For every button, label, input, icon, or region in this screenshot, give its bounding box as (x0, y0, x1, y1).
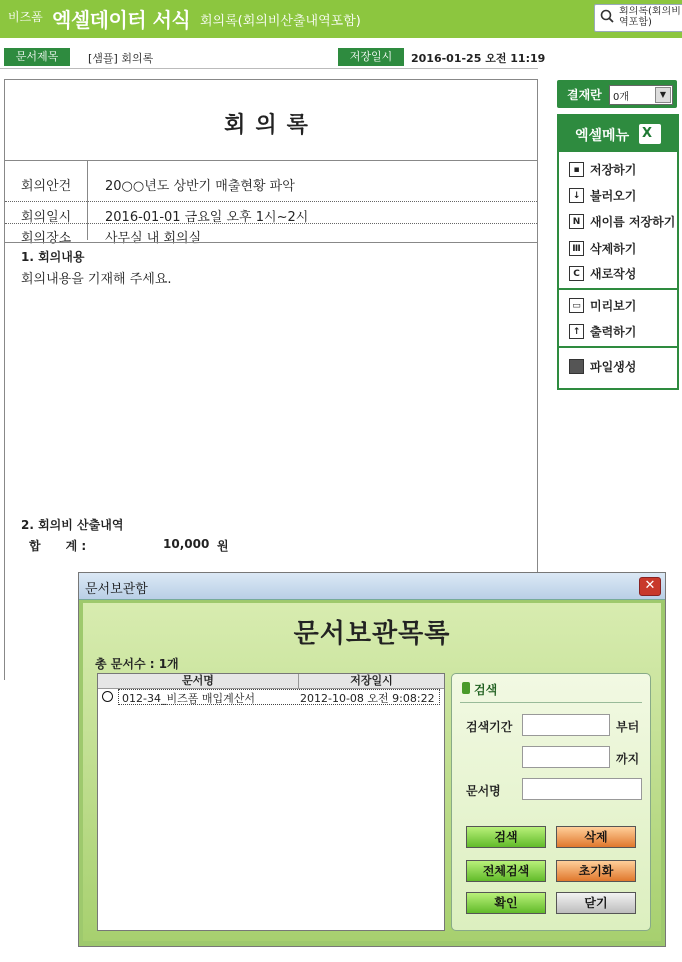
delete-button[interactable]: 삭제 (556, 826, 636, 848)
date-to-input[interactable] (522, 746, 610, 768)
dialog-heading: 문서보관목록 (293, 619, 451, 649)
divider (5, 201, 537, 202)
list-item[interactable] (98, 688, 444, 706)
total-unit: 원 (217, 539, 229, 553)
header-document-title: 회의록(회의비산출내역포함) (200, 14, 361, 29)
saved-date-value: 2016-01-25 오전 11:19 (411, 52, 546, 65)
section-expense-title: 2. 회의비 산출내역 (21, 518, 124, 532)
menu-create-file-label[interactable]: 파일생성 (590, 359, 637, 374)
print-icon: ↑ (569, 324, 584, 339)
menu-delete[interactable] (569, 237, 636, 259)
divider (5, 242, 537, 243)
search-panel-icon (462, 682, 470, 694)
dialog-titlebar[interactable] (79, 573, 665, 600)
menu-divider (559, 346, 677, 348)
save-icon: ▪ (569, 162, 584, 177)
monitor-icon: ▭ (569, 298, 584, 313)
approval-box (557, 80, 677, 108)
column-divider (87, 160, 88, 240)
excel-menu-header (559, 116, 677, 152)
row-value-place[interactable]: 사무실 내 회의실 (105, 231, 202, 246)
approval-count-value: 0개 (613, 92, 630, 103)
menu-divider (559, 288, 677, 290)
dialog-title: 문서보관함 (85, 582, 148, 597)
doc-title-tag: 문서제목 (4, 48, 70, 66)
divider (5, 160, 537, 161)
close-button[interactable]: 닫기 (556, 892, 636, 914)
menu-load-label[interactable]: 불러오기 (590, 188, 637, 203)
menu-delete-label[interactable]: 삭제하기 (590, 241, 637, 256)
trash-icon: Ⅲ (569, 241, 584, 256)
menu-load[interactable] (569, 184, 636, 206)
header-search-text[interactable]: 회의록(회의비 역포함) (619, 6, 681, 28)
column-header-name[interactable]: 문서명 (182, 674, 214, 687)
top-header (0, 0, 682, 38)
chevron-down-icon[interactable]: ▼ (655, 87, 671, 103)
total-value[interactable]: 10,000 (163, 537, 210, 551)
menu-create-file[interactable] (569, 355, 636, 377)
date-to-suffix: 까지 (616, 752, 640, 766)
menu-print[interactable] (569, 320, 636, 342)
menu-save-as[interactable] (569, 210, 675, 232)
excel-menu-panel (557, 114, 679, 390)
search-panel-title: 검색 (474, 683, 498, 697)
menu-preview-label[interactable]: 미리보기 (590, 298, 637, 313)
folder-icon (569, 359, 584, 374)
header-search-box[interactable] (594, 4, 682, 32)
menu-print-label[interactable]: 출력하기 (590, 324, 637, 339)
row-document-name[interactable]: 012-34_비즈폼 매입계산서 (122, 692, 255, 705)
new-document-icon: C (569, 266, 584, 281)
menu-new[interactable] (569, 262, 636, 284)
saved-date-tag: 저장일시 (338, 48, 404, 66)
row-label-datetime: 회의일시 (21, 210, 72, 225)
date-from-suffix: 부터 (616, 720, 640, 734)
document-name-label: 문서명 (466, 784, 501, 798)
row-value-datetime[interactable]: 2016-01-01 금요일 오후 1시~2시 (105, 210, 309, 225)
menu-save[interactable] (569, 158, 636, 180)
list-header (98, 674, 444, 689)
column-header-date[interactable]: 저장일시 (350, 674, 393, 687)
document-name-input[interactable] (522, 778, 642, 800)
divider (5, 223, 537, 224)
close-icon[interactable]: ✕ (639, 577, 661, 596)
excel-menu-title: 엑셀메뉴 (575, 128, 630, 144)
menu-new-label[interactable]: 새로작성 (590, 266, 637, 281)
reset-button[interactable]: 초기화 (556, 860, 636, 882)
menu-preview[interactable] (569, 294, 636, 316)
menu-save-as-label[interactable]: 새이름 저장하기 (590, 214, 676, 229)
brand-logo-small[interactable]: 비즈폼 (8, 10, 43, 24)
document-count: 총 문서수 : 1개 (95, 657, 179, 671)
excel-icon: X (639, 124, 661, 144)
search-all-button[interactable]: 전체검색 (466, 860, 546, 882)
document-list[interactable] (97, 673, 445, 931)
import-icon: ↓ (569, 188, 584, 203)
search-button[interactable]: 검색 (466, 826, 546, 848)
dialog-body (83, 603, 661, 941)
total-label: 합 계 : (29, 539, 87, 553)
row-label-agenda: 회의안건 (21, 179, 72, 194)
approval-count-select[interactable] (609, 85, 673, 105)
search-icon[interactable] (599, 8, 615, 24)
section-meeting-content-title: 1. 회의내용 (21, 250, 85, 264)
divider (460, 702, 642, 703)
info-divider (0, 68, 538, 69)
section-meeting-content-body[interactable]: 회의내용을 기재해 주세요. (21, 272, 172, 287)
save-as-icon: N (569, 214, 584, 229)
document-title: 회의록 (224, 113, 318, 138)
search-panel (451, 673, 651, 931)
approval-label: 결재란 (567, 88, 602, 102)
date-from-input[interactable] (522, 714, 610, 736)
row-radio-button[interactable] (102, 691, 113, 702)
search-period-label: 검색기간 (466, 720, 513, 734)
row-label-place: 회의장소 (21, 231, 72, 246)
row-value-agenda[interactable]: 20○○년도 상반기 매출현황 파악 (105, 179, 295, 194)
doc-title-value: [샘플] 회의록 (88, 52, 154, 65)
ok-button[interactable]: 확인 (466, 892, 546, 914)
brand-title[interactable]: 엑셀데이터 서식 (52, 8, 191, 32)
menu-save-label[interactable]: 저장하기 (590, 162, 637, 177)
row-saved-date[interactable]: 2012-10-08 오전 9:08:22 (300, 692, 435, 705)
document-archive-dialog (78, 572, 666, 947)
